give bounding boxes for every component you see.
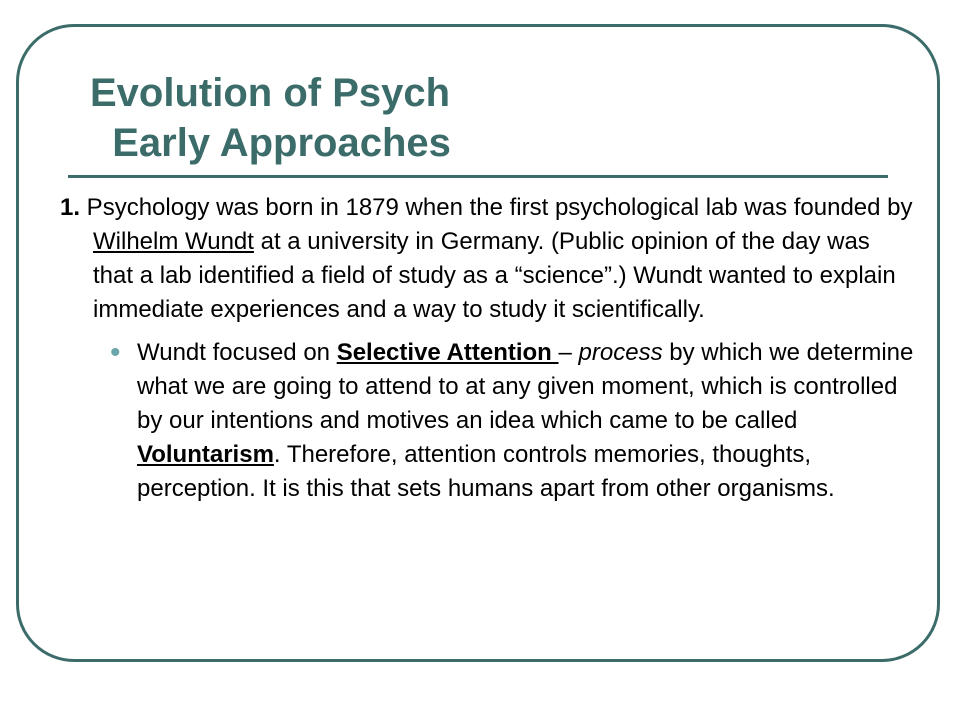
bullet-text-a: Wundt focused on xyxy=(137,339,337,366)
term-selective-attention: Selective Attention xyxy=(336,339,559,366)
term-voluntarism: Voluntarism xyxy=(137,441,274,468)
bullet-text-c: by which we determine what we are going to attend to at any given moment, which is controlled by our intentions and motives an idea which came to be called xyxy=(137,339,914,434)
point-1-text-b: at a university in Germany. (Public opinion of the day was that a lab identified a field of study as a “science”.) Wundt wanted to explain immediate experiences and a way to study it scientifically. xyxy=(93,228,896,323)
slide-body xyxy=(60,191,915,506)
point-1-text-a: Psychology was born in 1879 when the first psychological lab was founded by xyxy=(80,194,913,221)
title-line-1: Evolution of Psych xyxy=(90,71,451,115)
bullet-paragraph xyxy=(60,336,915,506)
point-number: 1. xyxy=(60,194,81,221)
point-1-paragraph xyxy=(60,191,915,327)
title-divider xyxy=(68,175,888,178)
bullet-dot-icon: • xyxy=(110,336,121,369)
title-line-2: Early Approaches xyxy=(90,121,451,165)
wilhelm-wundt-underlined: Wilhelm Wundt xyxy=(93,228,254,255)
bullet-dash: – xyxy=(558,339,579,366)
bullet-text-d: . Therefore, attention controls memories, thoughts, perception. It is this that sets humans apart from other organisms. xyxy=(137,441,835,502)
term-process-italic: process xyxy=(578,339,663,366)
slide-title xyxy=(90,68,451,168)
